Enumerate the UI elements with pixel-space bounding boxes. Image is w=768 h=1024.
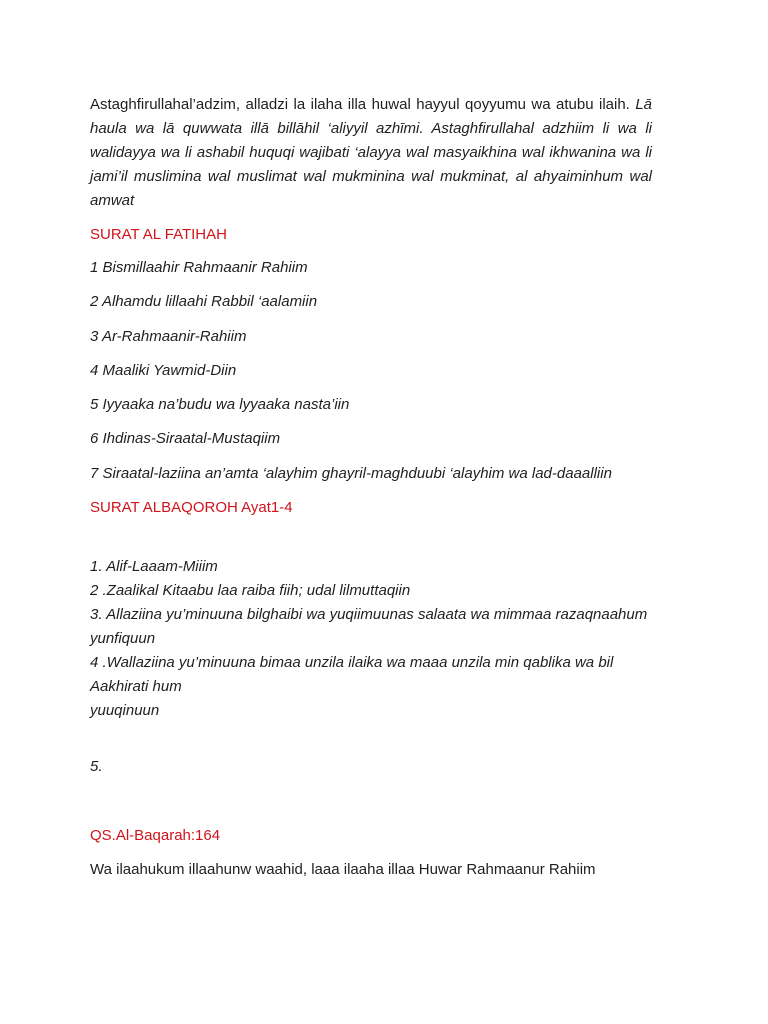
verse-text: 3. Allaziina yu’minuuna bilghaibi wa yuqiimuunas salaata wa mimmaa razaqnaahum	[90, 606, 648, 623]
list-item: 5 Iyyaaka na’budu wa lyyaaka nasta’iin	[90, 396, 350, 414]
list-item: 7 Siraatal-laziina an’amta ‘alayhim ghayril-maghduubi ‘alayhim wa lad-daaalliin	[90, 464, 612, 482]
fatihah-heading: SURAT AL FATIHAH	[90, 226, 227, 243]
verse-text: 4 .Wallaziina yu’minuuna bimaa unzila ilaika wa maaa unzila min qablika wa bil Aakhirati hum	[90, 654, 614, 695]
intro-italic-text: Lā haula wa lā quwwata illā billāhil ‘aliyyil azhīmi. Astaghfirullahal adzhiim li wa li walidayya wa li ashabil huquqi wajibati ‘alayya wal masyaikhina wal ikhwanina wa li jami’il muslimina wal muslimat wal mukminina wal mukminat, al ahyaiminhum wal amwat	[90, 96, 652, 209]
list-item: 3 Ar-Rahmaanir-Rahiim	[90, 327, 247, 345]
qs-text: Wa ilaahukum illaahunw waahid, laaa ilaaha illaa Huwar Rahmaanur Rahiim	[90, 861, 596, 878]
list-item: 2 .Zaalikal Kitaabu laa raiba fiih; udal lilmuttaqiin	[90, 582, 411, 599]
list-item: 4 Maaliki Yawmid-Diin	[90, 361, 237, 379]
intro-paragraph	[90, 93, 652, 213]
baqarah-verse-list	[90, 555, 670, 723]
list-item: 1 Bismillaahir Rahmaanir Rahiim	[90, 259, 308, 276]
verse-continuation: yunfiquun	[90, 630, 156, 647]
fatihah-verse-list	[90, 258, 612, 498]
qs-heading: QS.Al-Baqarah:164	[90, 827, 221, 844]
list-item: 6 Ihdinas-Siraatal-Mustaqiim	[90, 430, 281, 448]
list-item	[90, 651, 670, 723]
verse-continuation: yuuqinuun	[90, 702, 160, 719]
verse-five: 5.	[90, 758, 103, 775]
intro-plain-text: Astaghfirullahal’adzim, alladzi la ilaha illa huwal hayyul qoyyumu wa atubu ilaih.	[90, 96, 630, 113]
baqarah-heading: SURAT ALBAQOROH Ayat1-4	[90, 499, 293, 516]
list-item: 1. Alif-Laaam-Miiim	[90, 558, 218, 575]
list-item	[90, 603, 670, 651]
list-item: 2 Alhamdu lillaahi Rabbil ‘aalamiin	[90, 293, 318, 311]
